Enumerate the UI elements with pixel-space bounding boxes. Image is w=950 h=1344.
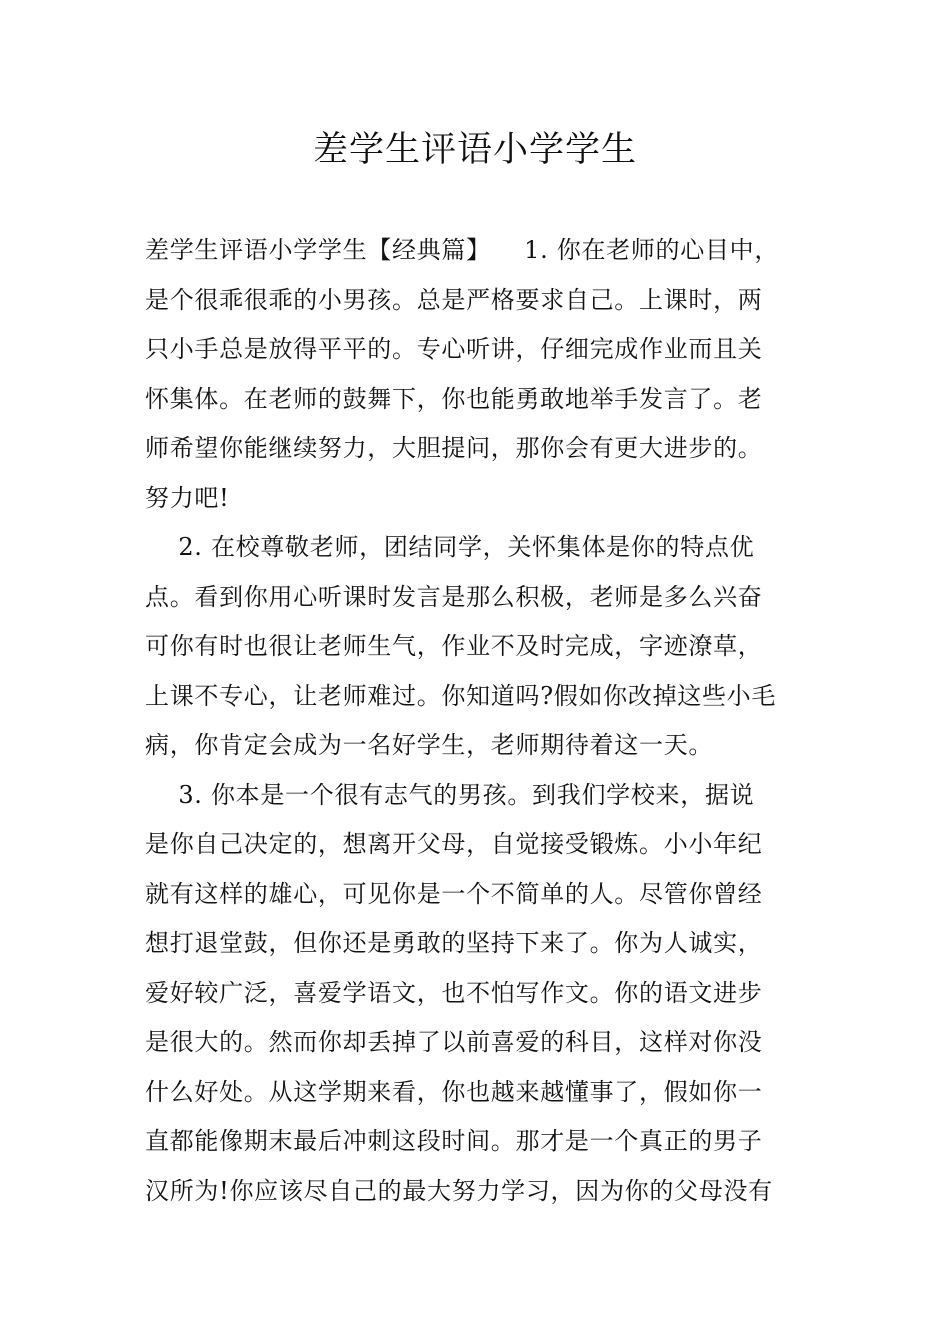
text-line: 就有这样的雄心，可见你是一个不简单的人。尽管你曾经 (145, 879, 763, 908)
text-line: 什么好处。从这学期来看，你也越来越懂事了，假如你一 (145, 1077, 763, 1106)
document-title: 差学生评语小学学生 (312, 130, 637, 170)
text-line: 病，你肯定会成为一名好学生，老师期待着这一天。 (145, 731, 714, 759)
text-line: 可你有时也很让老师生气，作业不及时完成，字迹潦草， (145, 632, 763, 660)
text-line: 3. 你本是一个很有志气的男孩。到我们学校来，据说 (145, 780, 755, 809)
text-line: 努力吧! (145, 483, 230, 512)
text-line: 2. 在校尊敬老师，团结同学，关怀集体是你的特点优 (145, 533, 755, 561)
text-line: 是你自己决定的，想离开父母，自觉接受锻炼。小小年纪 (145, 830, 763, 858)
text-line: 点。看到你用心听课时发言是那么积极，老师是多么兴奋 (145, 582, 763, 611)
text-line: 只小手总是放得平平的。专心听讲，仔细完成作业而且关 (145, 335, 763, 363)
text-line: 师希望你能继续努力，大胆提问，那你会有更大进步的。 (145, 434, 763, 462)
text-line: 上课不专心，让老师难过。你知道吗?假如你改掉这些小毛 (145, 681, 777, 710)
text-line: 是很大的。然而你却丢掉了以前喜爱的科目，这样对你没 (145, 1028, 763, 1056)
text-line: 差学生评语小学学生【经典篇】 1. 你在老师的心目中， (145, 236, 780, 264)
text-line: 是个很乖很乖的小男孩。总是严格要求自己。上课时，两 (145, 285, 763, 314)
text-line: 怀集体。在老师的鼓舞下，你也能勇敢地举手发言了。老 (145, 384, 763, 413)
text-line: 汉所为!你应该尽自己的最大努力学习，因为你的父母没有 (145, 1176, 773, 1205)
text-line: 直都能像期末最后冲刺这段时间。那才是一个真正的男子 (145, 1127, 763, 1155)
text-line: 爱好较广泛，喜爱学语文，也不怕写作文。你的语文进步 (145, 978, 763, 1007)
text-line: 想打退堂鼓，但你还是勇敢的坚持下来了。你为人诚实， (145, 929, 763, 957)
document-body (145, 226, 815, 1216)
